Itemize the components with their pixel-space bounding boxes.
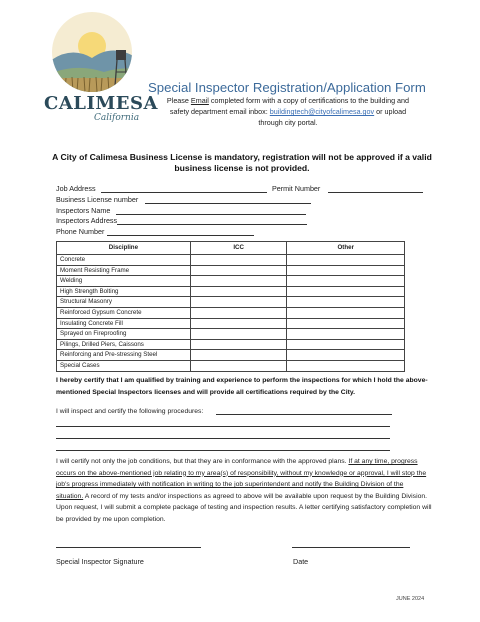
icc-cell[interactable]	[190, 297, 287, 308]
other-cell[interactable]	[287, 276, 405, 287]
discipline-cell: Welding	[57, 276, 191, 287]
intro-pre: Please	[166, 96, 191, 105]
discipline-cell: Concrete	[57, 255, 191, 266]
icc-cell[interactable]	[190, 286, 287, 297]
inspectors-address-line[interactable]	[117, 224, 307, 225]
intro-mid: completed form with a copy of certifications to the building and	[208, 96, 410, 105]
calimesa-logo	[44, 6, 158, 126]
logo-script-text: California	[94, 113, 140, 123]
intro-line-2	[148, 106, 428, 117]
date-label: Date	[293, 557, 309, 566]
phone-number-line[interactable]	[107, 235, 254, 236]
table-row	[57, 318, 405, 329]
discipline-cell: Sprayed on Fireproofing	[57, 329, 191, 340]
icc-cell[interactable]	[190, 339, 287, 350]
discipline-cell: Pilings, Drilled Piers, Caissons	[57, 339, 191, 350]
other-cell[interactable]	[287, 329, 405, 340]
intro-line-3: through city portal.	[258, 118, 318, 127]
other-cell[interactable]	[287, 360, 405, 371]
business-license-line[interactable]	[145, 203, 311, 204]
business-license-notice: A City of Calimesa Business License is mandatory, registration will not be approved if a valid business license is not provided.	[52, 152, 432, 173]
discipline-cell: Reinforced Gypsum Concrete	[57, 307, 191, 318]
table-row	[57, 350, 405, 361]
discipline-cell: Structural Masonry	[57, 297, 191, 308]
table-row	[57, 265, 405, 276]
procedures-label: I will inspect and certify the following procedures:	[56, 408, 204, 415]
other-cell[interactable]	[287, 265, 405, 276]
permit-number-line[interactable]	[328, 192, 423, 193]
cert-para-underlined: If at any time, progress occurs on the above-mentioned job relating to my area(s) of responsibility, without my knowledge or approval, I will stop the job's progress immediately with notification in writing to the job superintendent and notify the Building Division of the situation.	[56, 458, 427, 500]
signature-line[interactable]	[56, 547, 201, 548]
cert-para-part1: I will certify not only the job conditions, but that they are in conformance with the approved plans.	[56, 458, 349, 465]
icc-cell[interactable]	[190, 329, 287, 340]
discipline-cell: High Strength Bolting	[57, 286, 191, 297]
job-address-label: Job Address	[56, 184, 96, 193]
other-cell[interactable]	[287, 307, 405, 318]
email-link[interactable]: buildingtech@cityofcalimesa.gov	[269, 107, 375, 116]
table-row	[57, 276, 405, 287]
procedures-line-2[interactable]	[56, 426, 390, 427]
intro-line2-post: or upload	[374, 107, 407, 116]
intro-line-1	[148, 95, 428, 106]
qualification-statement: I hereby certify that I am qualified by training and experience to perform the inspections for which I hold the above-mentioned Special Inspectors licenses and will provide all certifications required by the City.	[56, 377, 428, 396]
icc-cell[interactable]	[190, 265, 287, 276]
table-row	[57, 307, 405, 318]
inspectors-name-label: Inspectors Name	[56, 206, 111, 215]
icc-cell[interactable]	[190, 350, 287, 361]
inspectors-name-line[interactable]	[116, 214, 306, 215]
certification-paragraph	[56, 456, 432, 525]
procedures-line-4[interactable]	[56, 450, 390, 451]
procedures-line-1[interactable]	[216, 414, 392, 415]
discipline-cell: Insulating Concrete Fill	[57, 318, 191, 329]
other-cell[interactable]	[287, 286, 405, 297]
signature-label: Special Inspector Signature	[56, 557, 144, 566]
table-row	[57, 255, 405, 266]
discipline-cell: Moment Resisting Frame	[57, 265, 191, 276]
table-row	[57, 339, 405, 350]
discipline-header: Discipline	[57, 242, 191, 255]
icc-cell[interactable]	[190, 360, 287, 371]
job-address-line[interactable]	[101, 192, 267, 193]
table-header-row	[57, 242, 405, 255]
discipline-table	[56, 241, 405, 372]
intro-email-word: Email	[190, 96, 209, 105]
business-license-label: Business License number	[56, 195, 139, 204]
cert-para-part3: A record of my tests and/or inspections as agreed to above will be available upon request by the Building Division. Upon request, I will submit a complete package of testing and inspection results. A letter certifying satisfactory completion will be provided by me upon completion.	[56, 492, 432, 523]
other-cell[interactable]	[287, 318, 405, 329]
icc-header: ICC	[190, 242, 287, 255]
other-cell[interactable]	[287, 255, 405, 266]
icc-cell[interactable]	[190, 307, 287, 318]
table-row	[57, 297, 405, 308]
form-title: Special Inspector Registration/Application Form	[148, 80, 426, 95]
logo-emblem-icon	[44, 6, 140, 102]
icc-cell[interactable]	[190, 276, 287, 287]
discipline-cell: Special Cases	[57, 360, 191, 371]
logo-wordmark: CALIMESA	[44, 93, 158, 114]
permit-number-label: Permit Number	[272, 184, 321, 193]
inspectors-address-label: Inspectors Address	[56, 216, 118, 225]
table-row	[57, 286, 405, 297]
icc-cell[interactable]	[190, 318, 287, 329]
intro-line2-pre: safety department email inbox:	[169, 107, 270, 116]
other-cell[interactable]	[287, 350, 405, 361]
other-cell[interactable]	[287, 339, 405, 350]
table-row	[57, 360, 405, 371]
footer-date: JUNE 2024	[396, 596, 425, 602]
phone-number-label: Phone Number	[56, 227, 105, 236]
date-line[interactable]	[292, 547, 410, 548]
procedures-line-3[interactable]	[56, 438, 390, 439]
other-header: Other	[287, 242, 405, 255]
other-cell[interactable]	[287, 297, 405, 308]
icc-cell[interactable]	[190, 255, 287, 266]
table-row	[57, 329, 405, 340]
discipline-cell: Reinforcing and Pre-stressing Steel	[57, 350, 191, 361]
